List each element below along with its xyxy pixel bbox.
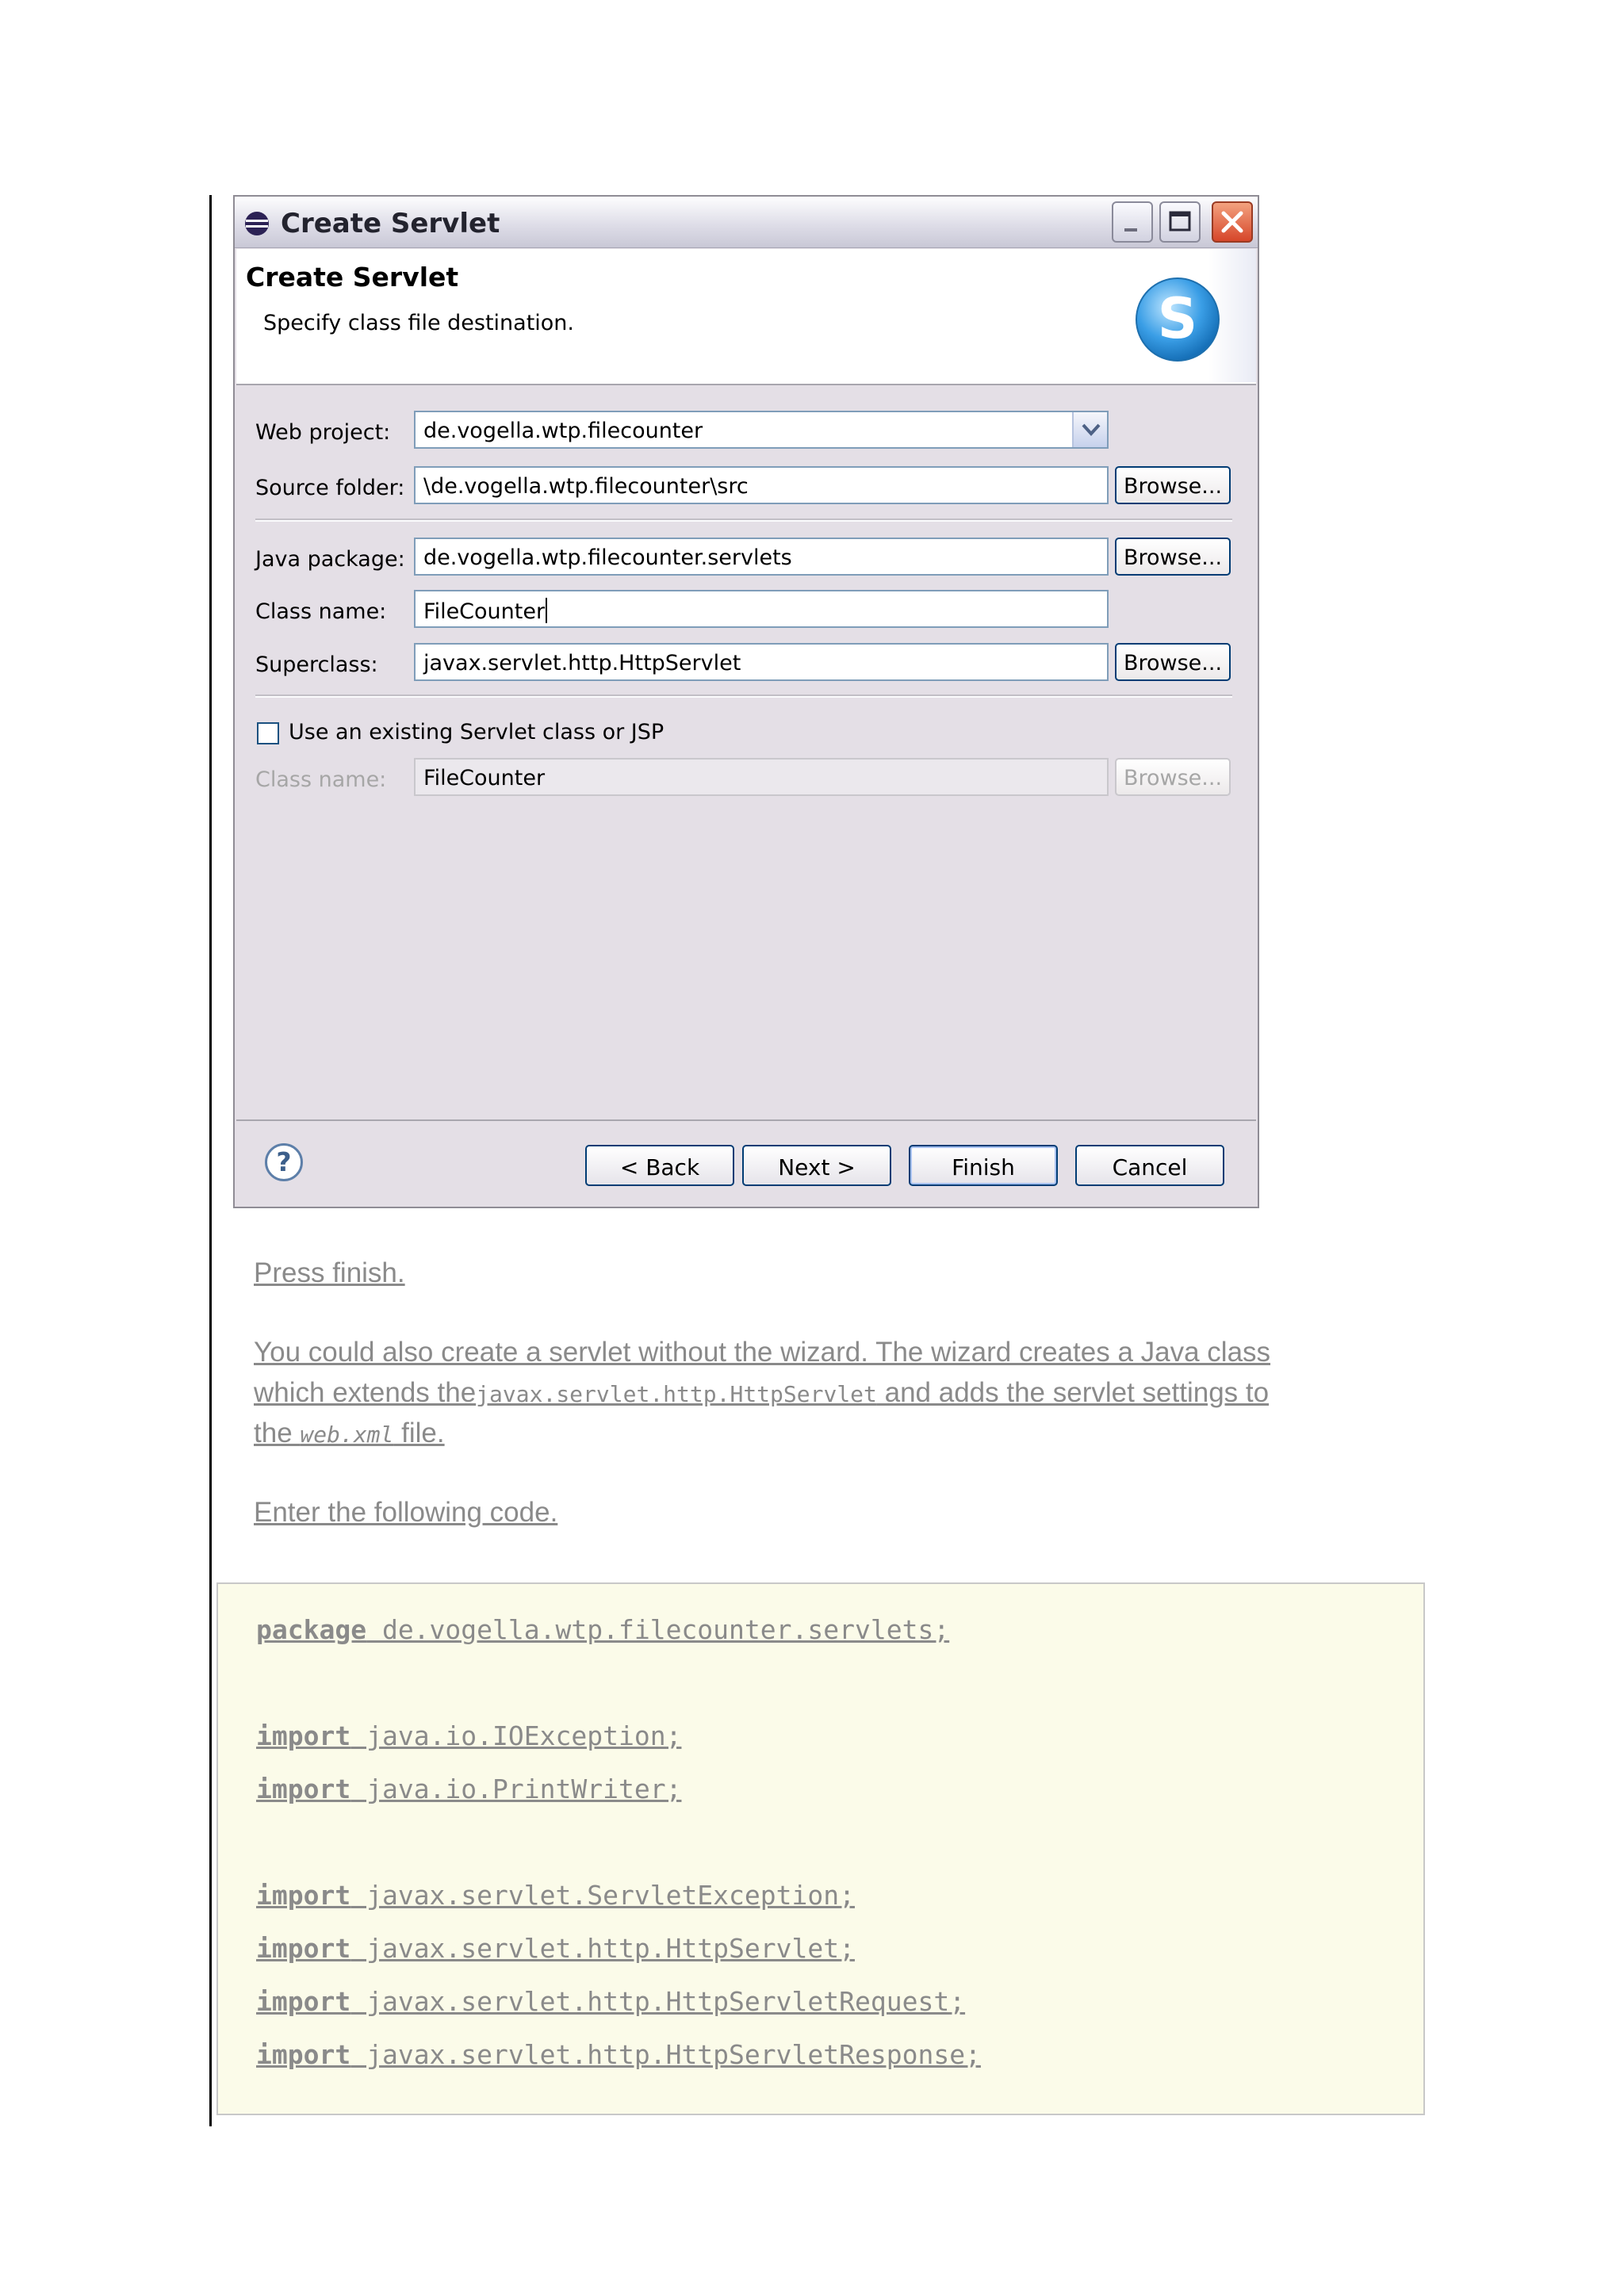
- help-icon[interactable]: ?: [265, 1143, 303, 1181]
- source-folder-label: Source folder:: [255, 476, 405, 500]
- servlet-logo-icon: [1134, 276, 1221, 363]
- web-project-combo[interactable]: [414, 411, 1109, 449]
- code-line: [256, 1880, 855, 1911]
- maximize-button[interactable]: [1159, 201, 1201, 243]
- java-package-field[interactable]: de.vogella.wtp.filecounter.servlets: [414, 538, 1109, 576]
- wizard-description: Specify class file destination.: [263, 311, 575, 335]
- existing-class-browse-button: Browse...: [1115, 758, 1231, 796]
- back-button[interactable]: < Back: [585, 1145, 734, 1186]
- superclass-browse-button[interactable]: Browse...: [1115, 643, 1231, 681]
- code-text: java.io.PrintWriter;: [350, 1774, 682, 1804]
- code-block: [216, 1582, 1425, 2115]
- minimize-button[interactable]: [1112, 201, 1153, 243]
- paragraph-press-finish: Press finish.: [254, 1257, 405, 1288]
- paragraph-wizard-line3: [254, 1418, 445, 1449]
- web-project-value: de.vogella.wtp.filecounter: [423, 419, 703, 443]
- web-project-label: Web project:: [255, 420, 391, 445]
- wizard-title: Create Servlet: [246, 262, 459, 293]
- code-keyword: import: [256, 1986, 351, 2017]
- text: the: [254, 1418, 301, 1448]
- separator: [255, 695, 1232, 698]
- code-line: [256, 1614, 949, 1645]
- source-folder-field[interactable]: \de.vogella.wtp.filecounter\src: [414, 466, 1109, 504]
- code-text: javax.servlet.http.HttpServlet;: [350, 1933, 855, 1964]
- eclipse-icon: [244, 211, 270, 236]
- use-existing-label[interactable]: Use an existing Servlet class or JSP: [289, 720, 665, 744]
- code-keyword: import: [256, 1933, 351, 1964]
- text-caret: [546, 598, 547, 623]
- finish-button[interactable]: Finish: [909, 1145, 1058, 1186]
- code-text: de.vogella.wtp.filecounter.servlets;: [366, 1614, 950, 1645]
- text: file.: [393, 1418, 445, 1448]
- create-servlet-dialog: [233, 195, 1259, 1208]
- code-text: javax.servlet.http.HttpServletResponse;: [350, 2039, 981, 2070]
- code-line: [256, 1933, 855, 1964]
- paragraph-wizard-line1: You could also create a servlet without the wizard. The wizard creates a Java class: [254, 1337, 1271, 1368]
- text: which extends the: [254, 1377, 477, 1408]
- text: and adds the servlet settings to: [876, 1377, 1270, 1408]
- cancel-button[interactable]: Cancel: [1075, 1145, 1224, 1186]
- existing-class-name-field: FileCounter: [414, 758, 1109, 796]
- code-line: [256, 2039, 981, 2070]
- java-package-label: Java package:: [255, 547, 405, 572]
- class-name-label: Class name:: [255, 599, 387, 624]
- page-margin-line: [209, 195, 212, 2126]
- combo-dropdown-button[interactable]: [1072, 412, 1107, 447]
- paragraph-enter-code: Enter the following code.: [254, 1497, 558, 1528]
- title-bar[interactable]: [235, 197, 1258, 248]
- code-text: java.io.IOException;: [350, 1720, 682, 1751]
- use-existing-checkbox[interactable]: [257, 722, 279, 744]
- code-line: [256, 1720, 681, 1751]
- window-title: Create Servlet: [281, 208, 500, 239]
- code-line: [256, 1986, 965, 2017]
- class-name-field[interactable]: [414, 590, 1109, 628]
- separator: [255, 519, 1232, 522]
- close-icon: [1213, 203, 1251, 241]
- java-package-browse-button[interactable]: Browse...: [1115, 538, 1231, 576]
- code-keyword: import: [256, 1880, 351, 1911]
- wizard-header: [236, 249, 1256, 385]
- chevron-down-icon: [1074, 412, 1109, 447]
- paragraph-wizard-line2: [254, 1377, 1269, 1409]
- inline-code: web.xml: [300, 1422, 394, 1448]
- svg-text:S: S: [1157, 286, 1198, 351]
- code-keyword: package: [256, 1614, 367, 1645]
- existing-class-name-label: Class name:: [255, 767, 387, 792]
- source-folder-browse-button[interactable]: Browse...: [1115, 466, 1231, 504]
- next-button[interactable]: Next >: [742, 1145, 891, 1186]
- minimize-icon: [1113, 203, 1151, 241]
- code-keyword: import: [256, 2039, 351, 2070]
- maximize-icon: [1161, 203, 1199, 241]
- code-keyword: import: [256, 1774, 351, 1804]
- class-name-value: FileCounter: [423, 599, 546, 624]
- code-keyword: import: [256, 1720, 351, 1751]
- code-line: [256, 1774, 681, 1804]
- superclass-label: Superclass:: [255, 652, 378, 677]
- code-text: javax.servlet.ServletException;: [350, 1880, 855, 1911]
- code-text: javax.servlet.http.HttpServletRequest;: [350, 1986, 966, 2017]
- footer-separator: [236, 1119, 1256, 1121]
- inline-code: javax.servlet.http.HttpServlet: [476, 1381, 877, 1407]
- superclass-field[interactable]: javax.servlet.http.HttpServlet: [414, 643, 1109, 681]
- close-button[interactable]: [1212, 201, 1253, 243]
